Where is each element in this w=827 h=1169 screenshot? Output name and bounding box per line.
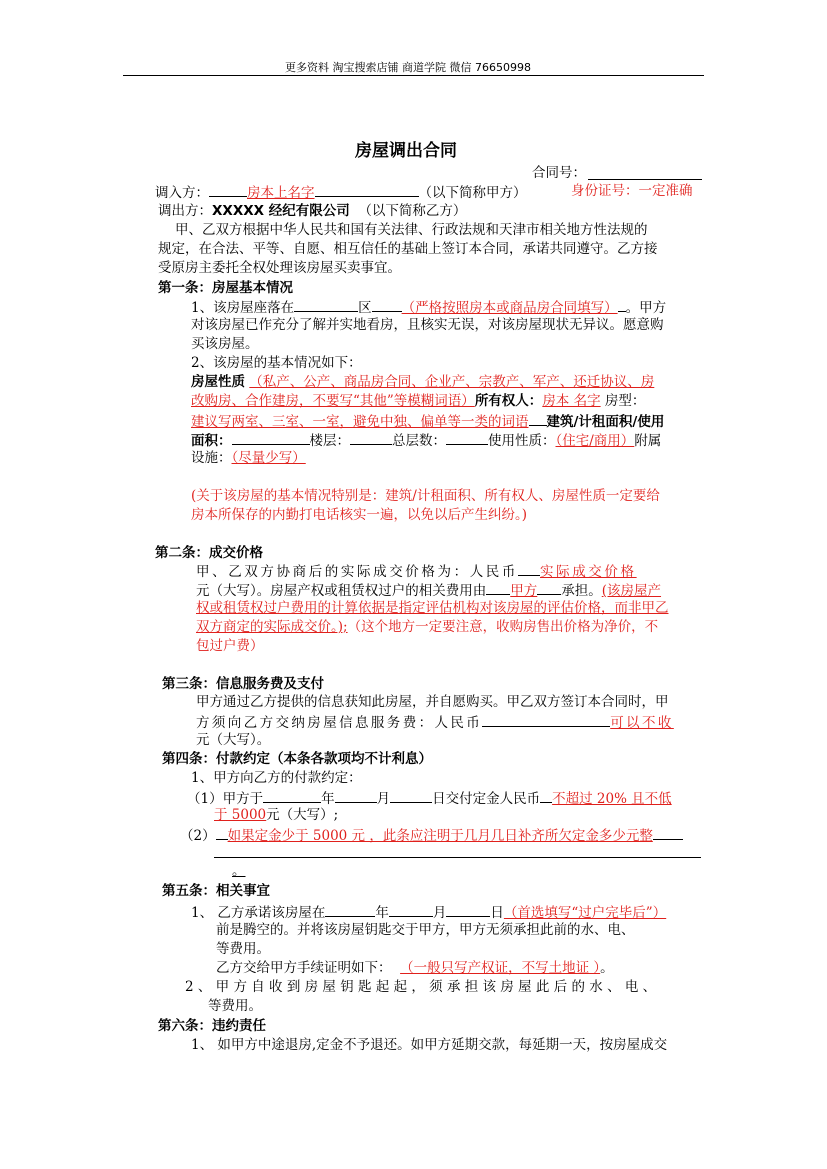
deposit-month-field[interactable]	[335, 788, 377, 803]
art5-vacate-row: 1、 乙方承诺该房屋在 年 月 日（首选填写“过户完毕后”）	[191, 902, 666, 922]
art1-line-3: 买该房屋。	[191, 336, 259, 352]
property-type-hint: 建议写两室、三室、一室，避免中独、偏单等一类的词语	[191, 414, 529, 430]
art5-line-2: 前是腾空的。并将该房屋钥匙交于甲方，甲方无须承担此前的水、电、	[216, 922, 635, 938]
art4-blank-line[interactable]	[214, 857, 701, 858]
vacate-day-field[interactable]	[446, 902, 490, 917]
vacate-year-field[interactable]	[325, 902, 375, 917]
total-floors-field[interactable]	[446, 430, 488, 445]
art4-deposit-row: （1）甲方于 年 月 日交付定金人民币 不超过 20% 且不低	[187, 788, 672, 808]
property-owner-row: 改购房、合作建房，不要写“其他”等模糊词语）所有权人：房本 名字 房型：	[191, 393, 646, 409]
article-5-title: 第五条：相关事宜	[162, 883, 270, 899]
district-field[interactable]	[294, 297, 358, 312]
art1-location-row: 1、该房屋座落在 区 （严格按照房本或商品房合同填写） 。甲方	[191, 297, 666, 317]
art4-item-2-end: 。	[232, 863, 246, 879]
deposit-amount-hint: 不超过 20% 且不低	[552, 791, 672, 807]
art5-line-5: 2 、 甲 方 自 收 到 房 屋 钥 匙 起 起 ， 须 承 担 该 房 屋 此 后 的 水 、 电 、	[185, 979, 657, 995]
art6-line-1: 1、 如甲方中途退房,定金不予退还。如甲方延期交款，每延期一天，按房屋成交	[191, 1037, 668, 1053]
property-nature-hint: （私产、公产、商品房合同、企业产、宗教产、军产、还迁协议、房	[249, 374, 655, 390]
art5-docs-row: 乙方交给甲方手续证明如下： （一般只写产权证，不写土地证 ）。	[216, 960, 614, 976]
art3-line-3: 元（大写）。	[196, 732, 271, 748]
art2-line-4: 双方商定的实际成交价。);（这个地方一定要注意，收购房售出价格为净价，不	[196, 619, 659, 635]
article-1-title: 第一条：房屋基本情况	[158, 280, 293, 296]
party-in-name[interactable]: 房本上名字	[247, 185, 315, 201]
art3-line-1: 甲方通过乙方提供的信息获知此房屋，并自愿购买。甲乙双方签订本合同时，甲	[196, 694, 669, 710]
art1-note-1: (关于该房屋的基本情况特别是：建筑/计租面积、所有权人、房屋性质一定要给	[191, 488, 660, 504]
art2-line-5: 包过户费）	[196, 638, 264, 654]
article-6-title: 第六条：违约责任	[158, 1018, 266, 1034]
docs-hint: （一般只写产权证，不写土地证 ）	[400, 960, 601, 976]
art1-basic-info: 2、该房屋的基本情况如下：	[191, 355, 362, 371]
party-out-name: XXXXX 经纪有限公司	[212, 203, 350, 219]
party-in-label: 调入方：	[155, 185, 209, 201]
contract-number-label: 合同号：	[532, 165, 586, 181]
party-in-row	[155, 182, 527, 202]
facility-row: 设施：（尽量少写）	[191, 450, 306, 466]
article-4-title: 第四条：付款约定（本条各款项均不计利息）	[162, 751, 432, 767]
facility-hint: （尽量少写）	[231, 450, 306, 466]
art5-line-3: 等费用。	[216, 941, 270, 957]
deposit-supplement-hint: 如果定金少于 5000 元 ，此条应注明于几月几日补齐所欠定金多少元整	[227, 828, 653, 844]
property-nature-row: 房屋性质 （私产、公产、商品房合同、企业产、宗教产、军产、还迁协议、房	[191, 374, 655, 390]
article-2-title: 第二条：成交价格	[155, 545, 263, 561]
art4-line-1: 1、甲方向乙方的付款约定：	[191, 770, 362, 786]
party-in-note: （以下简称甲方）	[418, 185, 527, 201]
art5-line-6: 等费用。	[208, 998, 262, 1014]
art1-line-2: 对该房屋已作充分了解并实地看房，且核实无误，对该房屋现状无异议。愿意购	[191, 317, 664, 333]
art4-deposit-row-2: 于 5000元（大写）;	[214, 807, 339, 823]
floor-field[interactable]	[350, 430, 392, 445]
service-fee-field[interactable]: 可以不收	[610, 715, 674, 731]
deposit-day-field[interactable]	[390, 788, 432, 803]
deal-price-field[interactable]: 实际成交价格	[540, 564, 637, 580]
document-title: 房屋调出合同	[355, 141, 457, 161]
intro-line-2: 规定，在合法、平等、自愿、相互信任的基础上签订本合同，承诺共同遵守。乙方接	[158, 241, 658, 257]
party-in-id-label: 身份证号：一定准确	[571, 183, 693, 199]
owner-name-field[interactable]: 房本 名字	[542, 393, 601, 409]
art3-line-2: 方须向乙方交纳房屋信息服务费：人民币 可以不收	[196, 712, 674, 732]
vacate-month-field[interactable]	[389, 902, 433, 917]
use-nature-hint: （住宅/商用）	[555, 433, 635, 449]
vacate-date-hint: （首选填写“过户完毕后”）	[503, 905, 667, 921]
contract-number-field[interactable]	[588, 179, 702, 180]
art1-note-2: 房本所保存的内勤打电话核实一遍，以免以后产生纠纷。)	[191, 507, 528, 523]
article-3-title: 第三条：信息服务费及支付	[162, 676, 324, 692]
page-header: 更多资料 淘宝搜索店铺 商道学院 微信 76650998	[285, 61, 531, 74]
fee-payer-field[interactable]: 甲方	[510, 583, 538, 599]
party-out-label: 调出方：	[158, 203, 212, 219]
location-hint: （严格按照房本或商品房合同填写）	[401, 300, 618, 316]
area-field[interactable]	[232, 430, 310, 445]
intro-line-1: 甲、乙双方根据中华人民共和国有关法律、行政法规和天津市相关地方性法规的	[175, 222, 648, 238]
area-floor-row: 面积： 楼层： 总层数： 使用性质：（住宅/商用）附属	[191, 430, 661, 450]
art4-item-2: （2） 如果定金少于 5000 元 ，此条应注明于几月几日补齐所欠定金多少元整	[180, 825, 683, 845]
party-out-note: （以下简称乙方）	[358, 203, 467, 219]
property-type-row: 建议写两室、三室、一室，避免中独、偏单等一类的词语 建筑/计租面积/使用	[191, 411, 664, 431]
intro-line-3: 受原房主委托全权处理该房屋买卖事宜。	[158, 260, 401, 276]
art2-line-3: 权或租赁权过户费用的计算依据是指定评估机构对该房屋的评估价格，而非甲乙	[196, 600, 669, 616]
deposit-year-field[interactable]	[263, 788, 321, 803]
art2-line-2: 元（大写）。房屋产权或租赁权过户的相关费用由 甲方 承担。(该房屋产	[196, 580, 661, 600]
art2-line-1: 甲、乙双方协商后的实际成交价格为：人民币 实际成交价格	[196, 561, 637, 581]
party-out-row	[158, 202, 466, 220]
header-rule	[123, 75, 704, 76]
